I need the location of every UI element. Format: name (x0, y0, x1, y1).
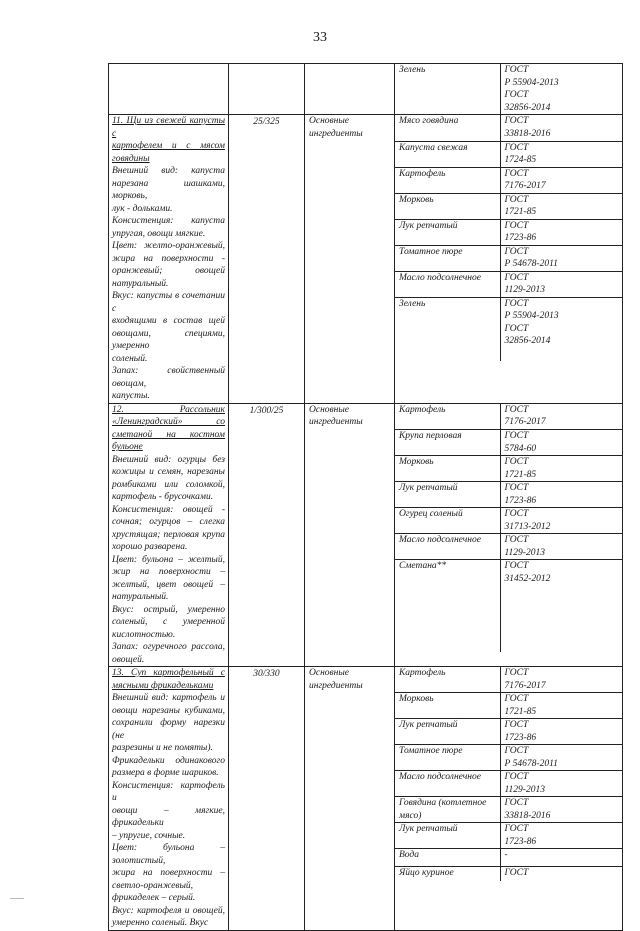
ingredient-row (395, 482, 622, 508)
standard-line: 1721-85 (504, 706, 537, 717)
standard-line: ГОСТ (504, 116, 529, 126)
standard-line: 1723-86 (504, 836, 537, 847)
standard-line: ГОСТ (504, 509, 529, 519)
ingredient-name: Томатное пюре (395, 745, 500, 771)
dish-desc-line: Цвет: желто-оранжевый, (112, 241, 225, 251)
ingredient-name: Мясо говядина (395, 115, 500, 141)
standard-line: ГОСТ (504, 483, 529, 493)
standard-line: Р 55904-2013 (504, 311, 559, 321)
standard-line: ГОСТ (504, 246, 529, 257)
standard-ref (500, 115, 622, 141)
recipe-spec-table (108, 63, 623, 931)
standard-line: 1723-86 (504, 233, 537, 243)
ingredient-name: Лук репчатый (395, 823, 500, 849)
standard-line: ГОСТ (504, 457, 529, 467)
standard-line: ГОСТ (504, 772, 529, 782)
ingredient-group (305, 64, 395, 115)
standard-line: 1723-86 (504, 732, 537, 743)
standard-line: ГОСТ (504, 65, 529, 75)
dish-description (109, 115, 229, 404)
dish-row (109, 64, 623, 115)
dish-desc-line: разрезины и не помяты). (112, 743, 213, 753)
standard-line: ГОСТ (504, 668, 529, 678)
ingredient-row (395, 849, 622, 867)
serving-yield: 25/325 (229, 115, 305, 404)
ingredients-table (395, 404, 622, 652)
standard-ref (500, 404, 622, 430)
dish-desc-line: Консистенция: капуста (112, 216, 225, 226)
dish-desc-line: Запах: свойственный овощам, (112, 366, 225, 389)
standard-line: Р 54678-2011 (504, 259, 558, 269)
dish-row (109, 403, 623, 667)
ingredient-row (395, 219, 622, 245)
standard-ref (500, 430, 622, 456)
ingredient-row (395, 719, 622, 745)
ingredient-name: Вода (395, 849, 500, 867)
standard-line: ГОСТ (504, 298, 529, 309)
standard-ref (500, 482, 622, 508)
standard-line: 1129-2013 (504, 784, 545, 795)
ingredient-name: Огурец соленый (395, 508, 500, 534)
dish-desc-line: Вкус: картофеля и овощей, (112, 905, 225, 916)
dish-description (109, 667, 229, 931)
standard-line: ГОСТ (504, 220, 529, 231)
standard-line: ГОСТ (504, 431, 529, 441)
standard-line: ГОСТ (504, 194, 529, 205)
dish-desc-line: сохранили форму нарезки (не (112, 718, 225, 741)
dish-title-line: 12. Рассольник (112, 404, 225, 415)
ingredient-name: Картофель (395, 404, 500, 430)
standard-line: ГОСТ (504, 561, 529, 571)
ingredient-name: Масло подсолнечное (395, 534, 500, 560)
ingredient-row (395, 745, 622, 771)
dish-desc-line: светло-оранжевый, (112, 880, 194, 891)
standard-line: 7176-2017 (504, 680, 546, 691)
dish-desc-line: Вкус: капусты в сочетании с (112, 291, 225, 314)
ingredient-name: Масло подсолнечное (395, 271, 500, 297)
dish-desc-line: соленый. (112, 353, 148, 364)
ingredient-name: Томатное пюре (395, 245, 500, 271)
dish-desc-line: нарезана шашками, морковь, (112, 178, 225, 201)
dish-desc-line: Внешний вид: картофель и (112, 693, 225, 703)
ingredient-row (395, 245, 622, 271)
dish-desc-line: соленый, с умеренной (112, 617, 225, 627)
serving-yield (229, 64, 305, 115)
standard-ref (500, 867, 622, 881)
scan-mark (10, 898, 24, 899)
dish-title-line: «Ленинградский» со (112, 417, 225, 427)
standard-ref (500, 245, 622, 271)
standard-line: ГОСТ (504, 868, 529, 878)
dish-desc-line: лук - дольками. (112, 203, 173, 214)
standard-line: 31713-2012 (504, 521, 551, 532)
ingredient-row (395, 867, 622, 881)
standard-ref (500, 823, 622, 849)
ingredient-name: Лук репчатый (395, 219, 500, 245)
standard-line: Р 55904-2013 (504, 77, 559, 88)
dish-desc-line: Запах: огуречного рассола, (112, 642, 225, 652)
ingredients-cell (395, 667, 623, 931)
dish-desc-line: натуральный. (112, 592, 169, 602)
ingredient-name: Масло подсолнечное (395, 771, 500, 797)
ingredient-name: Говядина (котлетное мясо) (395, 797, 500, 823)
standard-line: 32856-2014 (504, 102, 551, 113)
standard-ref (500, 193, 622, 219)
ingredient-name: Лук репчатый (395, 719, 500, 745)
dish-desc-line: фрикаделек – серый. (112, 893, 196, 903)
dish-description (109, 403, 229, 667)
standard-line: 7176-2017 (504, 181, 546, 191)
dish-desc-line: желтый, цвет овощей – (112, 579, 225, 590)
standard-line: 1723-86 (504, 495, 537, 506)
dish-desc-line: – упругие, сочные. (112, 830, 186, 841)
ingredient-row (395, 271, 622, 297)
dish-title-line: 11. Щи из свежей капусты с (112, 116, 225, 139)
dish-desc-line: Консистенция: картофель и (112, 780, 225, 803)
ingredient-row (395, 560, 622, 652)
dish-row (109, 115, 623, 404)
standard-ref (500, 534, 622, 560)
ingredient-group: Основные ингредиенты (305, 403, 395, 667)
dish-desc-line: кожицы и семян, нарезаны (112, 467, 225, 477)
standard-ref (500, 141, 622, 167)
standard-ref (500, 508, 622, 534)
dish-desc-line: жира на поверхности - (112, 253, 225, 264)
standard-line: ГОСТ (504, 168, 529, 179)
dish-title-line: мясными фрикадельками (112, 680, 214, 691)
dish-desc-line: натуральный. (112, 278, 169, 289)
ingredient-row (395, 771, 622, 797)
standard-ref (500, 693, 622, 719)
standard-ref (500, 719, 622, 745)
standard-line: ГОСТ (504, 323, 529, 334)
standard-line: ГОСТ (504, 720, 529, 730)
ingredient-name: Морковь (395, 693, 500, 719)
standard-line: 31452-2012 (504, 573, 551, 584)
standard-line: ГОСТ (504, 798, 529, 808)
standard-line: 1129-2013 (504, 547, 545, 558)
ingredient-row (395, 667, 622, 693)
standard-line: 1724-85 (504, 155, 537, 165)
dish-title-line: сметаной на костном бульоне (112, 429, 225, 452)
standard-ref (500, 456, 622, 482)
standard-line: 1721-85 (504, 207, 537, 217)
ingredient-group: Основные ингредиенты (305, 115, 395, 404)
ingredient-row (395, 404, 622, 430)
standard-ref (500, 667, 622, 693)
ingredients-table (395, 64, 622, 114)
standard-line: 7176-2017 (504, 417, 546, 427)
dish-title-line: говядины (112, 153, 150, 164)
serving-yield: 1/300/25 (229, 403, 305, 667)
standard-line: Р 54678-2011 (504, 758, 558, 769)
standard-ref (500, 560, 622, 652)
ingredient-row (395, 797, 622, 823)
ingredient-row (395, 508, 622, 534)
dish-desc-line: овощами, специями, умеренно (112, 328, 225, 351)
standard-line: 1721-85 (504, 469, 537, 480)
dish-desc-line: Вкус: острый, умеренно (112, 604, 225, 615)
standard-ref (500, 167, 622, 193)
ingredient-row (395, 693, 622, 719)
standard-line: 33818-2016 (504, 128, 551, 139)
dish-desc-line: жира на поверхности – (112, 868, 225, 878)
standard-line: - (504, 850, 508, 860)
ingredient-row (395, 193, 622, 219)
dish-desc-line: входящими в состав щей (112, 316, 225, 326)
ingredient-row (395, 167, 622, 193)
standard-line: 1129-2013 (504, 285, 545, 295)
dish-desc-line: Цвет: бульона – желтый, (112, 554, 225, 565)
ingredients-table (395, 667, 622, 881)
dish-desc-line: овощей. (112, 654, 145, 665)
standard-line: ГОСТ (504, 272, 529, 283)
dish-desc-line: Внешний вид: капуста (112, 166, 225, 176)
dish-desc-line: Фрикадельки одинакового (112, 755, 225, 766)
ingredient-name: Морковь (395, 456, 500, 482)
dish-desc-line: сочная; огурцов – слегка (112, 517, 225, 527)
ingredients-cell (395, 115, 623, 404)
standard-ref (500, 297, 622, 361)
standard-line: 5784-60 (504, 443, 537, 454)
ingredient-name: Яйцо куриное (395, 867, 500, 881)
standard-line: ГОСТ (504, 824, 529, 834)
ingredient-row (395, 64, 622, 114)
standard-line: ГОСТ (504, 746, 529, 756)
dish-desc-line: картофель - брусочками. (112, 492, 214, 502)
standard-line: ГОСТ (504, 142, 529, 153)
dish-desc-line: капусты. (112, 391, 150, 401)
page-number: 33 (313, 30, 327, 45)
ingredient-name: Зелень (395, 297, 500, 361)
dish-desc-line: хорошо разварена. (112, 542, 188, 552)
ingredient-name: Зелень (395, 64, 500, 114)
ingredients-table (395, 115, 622, 361)
standard-line: 32856-2014 (504, 336, 551, 346)
dish-desc-line: ромбиками или соломкой, (112, 479, 225, 490)
ingredient-row (395, 141, 622, 167)
standard-line: 33818-2016 (504, 810, 551, 821)
standard-ref (500, 797, 622, 823)
standard-ref (500, 771, 622, 797)
dish-description (109, 64, 229, 115)
ingredient-group: Основные ингредиенты (305, 667, 395, 931)
ingredient-name: Картофель (395, 167, 500, 193)
ingredient-row (395, 115, 622, 141)
dish-desc-line: упругая, овощи мягкие. (112, 228, 206, 239)
ingredient-row (395, 430, 622, 456)
standard-line: ГОСТ (504, 404, 529, 415)
serving-yield: 30/330 (229, 667, 305, 931)
ingredients-cell (395, 403, 623, 667)
standard-ref (500, 849, 622, 867)
dish-desc-line: хрустящая; перловая крупа (112, 529, 225, 540)
dish-title-line: 13. Суп картофельный с (112, 668, 225, 678)
ingredient-row (395, 534, 622, 560)
dish-desc-line: Консистенция: овощей - (112, 504, 225, 515)
dish-desc-line: оранжевый; овощей (112, 266, 225, 276)
ingredient-row (395, 456, 622, 482)
dish-desc-line: размера в форме шариков. (112, 768, 219, 778)
standard-ref (500, 745, 622, 771)
dish-desc-line: Цвет: бульона – золотистый, (112, 843, 225, 866)
ingredient-name: Картофель (395, 667, 500, 693)
ingredient-name: Капуста свежая (395, 141, 500, 167)
dish-title-line: картофелем и с мясом (112, 141, 225, 151)
standard-line: ГОСТ (504, 535, 529, 545)
standard-line: ГОСТ (504, 694, 529, 704)
standard-line: ГОСТ (504, 90, 529, 100)
dish-desc-line: овощи нарезаны кубиками, (112, 705, 225, 716)
dish-desc-line: кислотностью. (112, 629, 176, 640)
dish-desc-line: овощи – мягкие, фрикадельки (112, 805, 225, 828)
dish-row (109, 667, 623, 931)
dish-desc-line: жир на поверхности – (112, 567, 225, 577)
standard-ref (500, 271, 622, 297)
ingredient-row (395, 823, 622, 849)
standard-ref (500, 64, 622, 114)
ingredient-name: Крупа перловая (395, 430, 500, 456)
ingredient-row (395, 297, 622, 361)
ingredients-cell (395, 64, 623, 115)
ingredient-name: Морковь (395, 193, 500, 219)
dish-desc-line: Внешний вид: огурцы без (112, 454, 225, 465)
ingredient-name: Лук репчатый (395, 482, 500, 508)
ingredient-name: Сметана** (395, 560, 500, 652)
standard-ref (500, 219, 622, 245)
dish-desc-line: умеренно соленый. Вкус (112, 918, 209, 928)
